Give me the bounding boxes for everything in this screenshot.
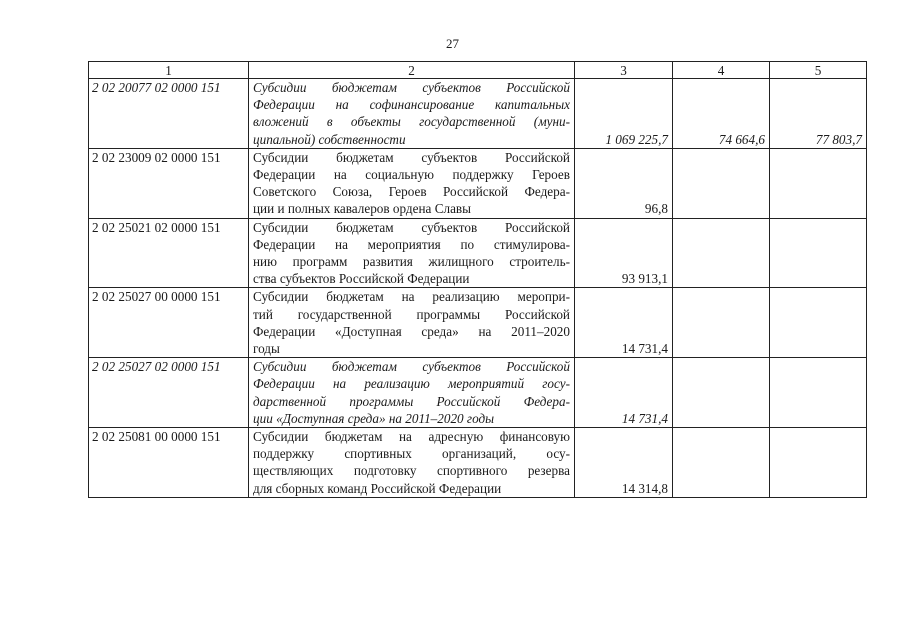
description-line: Федерации на социальную поддержку Героев bbox=[253, 167, 570, 183]
amount-c3: 14 731,4 bbox=[575, 288, 673, 358]
description-line: ществляющих подготовку спортивного резерва bbox=[253, 463, 570, 479]
budget-table bbox=[88, 61, 867, 498]
description-line: Федерации на софинансирование капитальных bbox=[253, 97, 570, 113]
amount-c3: 93 913,1 bbox=[575, 218, 673, 288]
description-cell bbox=[249, 288, 575, 358]
description-line: нию программ развития жилищного строитель- bbox=[253, 254, 570, 270]
classification-code: 2 02 25081 00 0000 151 bbox=[89, 428, 249, 498]
classification-code: 2 02 20077 02 0000 151 bbox=[89, 79, 249, 149]
description-line: Федерации на мероприятия по стимулирова- bbox=[253, 236, 570, 252]
description-line: ства субъектов Российской Федерации bbox=[253, 271, 470, 287]
classification-code: 2 02 25027 02 0000 151 bbox=[89, 358, 249, 428]
amount-c5 bbox=[770, 218, 867, 288]
amount-c4 bbox=[673, 358, 770, 428]
description-line: Федерации «Доступная среда» на 2011–2020 bbox=[253, 323, 570, 339]
column-header: 5 bbox=[770, 62, 867, 79]
amount-c4 bbox=[673, 148, 770, 218]
description-line: годы bbox=[253, 341, 280, 357]
description-cell bbox=[249, 79, 575, 149]
amount-c5 bbox=[770, 428, 867, 498]
amount-c5 bbox=[770, 288, 867, 358]
table-body bbox=[89, 62, 867, 498]
description-line: поддержку спортивных организаций, осу- bbox=[253, 446, 570, 462]
table-header-row bbox=[89, 62, 867, 79]
description-line: Субсидии бюджетам субъектов Российской bbox=[253, 80, 570, 95]
table-row bbox=[89, 288, 867, 358]
amount-c4: 74 664,6 bbox=[673, 79, 770, 149]
description-line: тий государственной программы Российской bbox=[253, 306, 570, 322]
description-line: вложений в объекты государственной (муни- bbox=[253, 114, 570, 130]
amount-c5 bbox=[770, 148, 867, 218]
description-line: ции и полных кавалеров ордена Славы bbox=[253, 201, 472, 217]
description-line: Субсидии бюджетам субъектов Российской bbox=[253, 149, 570, 165]
description-line: Субсидии бюджетам субъектов Российской bbox=[253, 219, 570, 235]
table-row bbox=[89, 358, 867, 428]
classification-code: 2 02 23009 02 0000 151 bbox=[89, 148, 249, 218]
description-line: Советского Союза, Героев Российской Федера- bbox=[253, 184, 570, 200]
description-cell bbox=[249, 218, 575, 288]
description-line: Федерации на реализацию мероприятий госу- bbox=[253, 376, 570, 392]
amount-c3: 14 314,8 bbox=[575, 428, 673, 498]
amount-c3: 96,8 bbox=[575, 148, 673, 218]
column-header: 2 bbox=[249, 62, 575, 79]
amount-c5: 77 803,7 bbox=[770, 79, 867, 149]
amount-c4 bbox=[673, 218, 770, 288]
column-header: 3 bbox=[575, 62, 673, 79]
column-header: 4 bbox=[673, 62, 770, 79]
page-number: 27 bbox=[446, 36, 459, 51]
description-line: ции «Доступная среда» на 2011–2020 годы bbox=[253, 410, 495, 426]
description-line: Субсидии бюджетам на реализацию меропри- bbox=[253, 289, 570, 305]
classification-code: 2 02 25021 02 0000 151 bbox=[89, 218, 249, 288]
description-line: Субсидии бюджетам на адресную финансовую bbox=[253, 429, 570, 445]
description-line: Субсидии бюджетам субъектов Российской bbox=[253, 359, 570, 375]
description-line: дарственной программы Российской Федера- bbox=[253, 393, 570, 409]
table-row bbox=[89, 428, 867, 498]
description-line: ципальной) собственности bbox=[253, 131, 406, 147]
column-header: 1 bbox=[89, 62, 249, 79]
amount-c4 bbox=[673, 288, 770, 358]
description-cell bbox=[249, 148, 575, 218]
description-cell bbox=[249, 428, 575, 498]
amount-c5 bbox=[770, 358, 867, 428]
amount-c3: 1 069 225,7 bbox=[575, 79, 673, 149]
table-row bbox=[89, 218, 867, 288]
amount-c3: 14 731,4 bbox=[575, 358, 673, 428]
table-row bbox=[89, 148, 867, 218]
description-cell bbox=[249, 358, 575, 428]
classification-code: 2 02 25027 00 0000 151 bbox=[89, 288, 249, 358]
table-row bbox=[89, 79, 867, 149]
description-line: для сборных команд Российской Федерации bbox=[253, 480, 502, 496]
amount-c4 bbox=[673, 428, 770, 498]
